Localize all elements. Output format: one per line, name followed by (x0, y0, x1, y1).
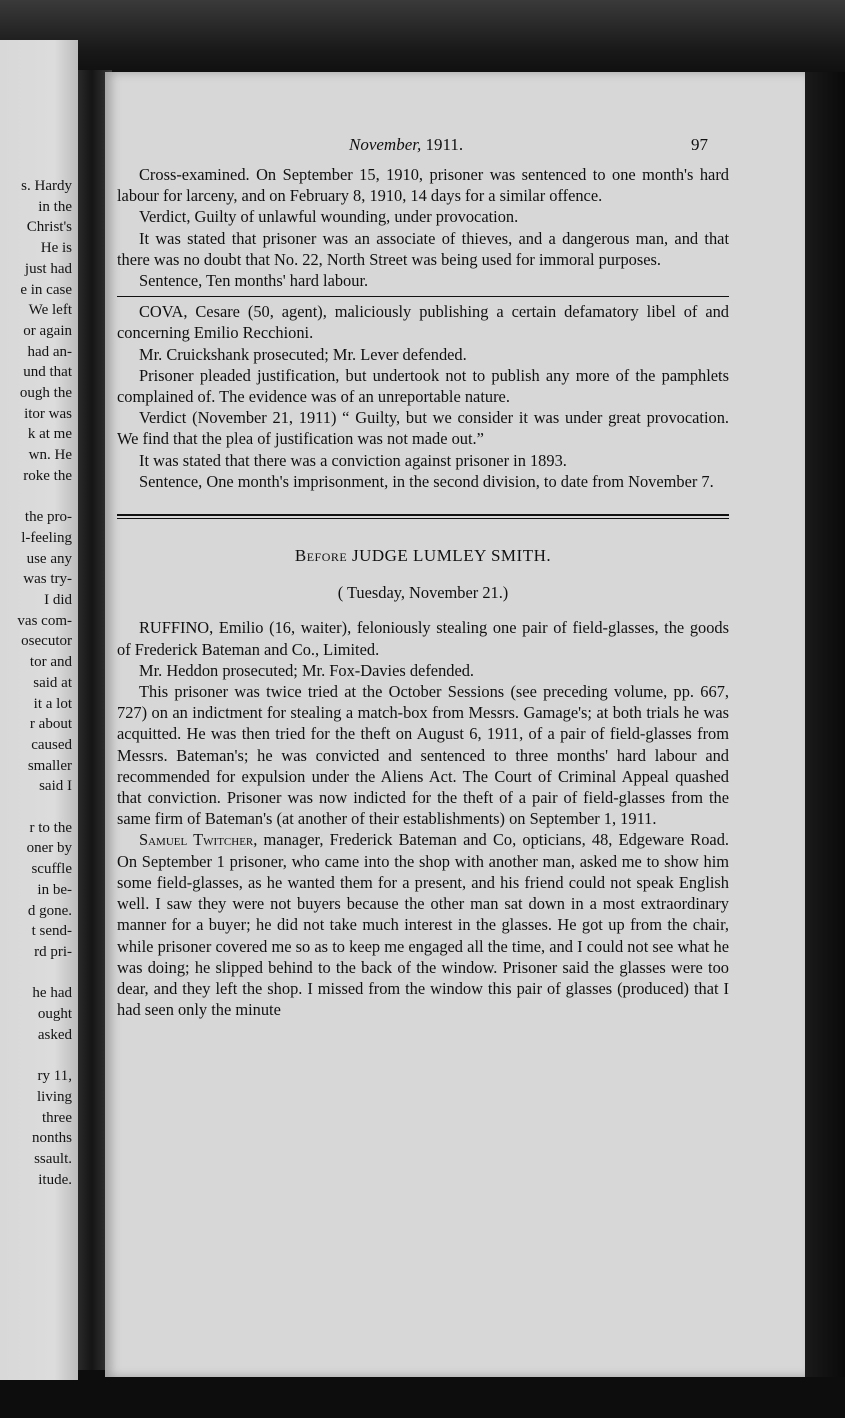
facing-page-line: ought (37, 1006, 72, 1022)
facing-page-line: he had (32, 985, 72, 1002)
facing-page-line: wn. He (28, 447, 72, 464)
facing-page-line: scuffle (31, 861, 72, 878)
scan-edge (805, 72, 845, 1377)
paragraph: Sentence, Ten months' hard labour. (139, 271, 369, 291)
session-date: ( Tuesday, November 21.) (337, 583, 509, 603)
facing-page-line: vas com- (17, 612, 72, 629)
facing-page-line: living (36, 1088, 72, 1105)
facing-page-line: said at (33, 674, 72, 691)
paragraph: Verdict (November 21, 1911) “ Guilty, but we consider it was under great provocation. We find that the plea of justification was not made out.” (117, 408, 729, 449)
facing-page-line: it a lot (33, 695, 72, 712)
facing-page-line: ssault. (34, 1150, 72, 1167)
case-section-2 (117, 301, 729, 492)
witness-testimony: Samuel Twitcher, manager, Frederick Bateman and Co, opticians, 48, Edgeware Road. On September 1 prisoner, who came into the shop with another man, asked me to show him some field-glasses, as he wanted them for a present, and his friend could not speak English well. I saw they were not buyers because the other man sat down in a most extraordinary manner for a buyer; he did not take much interest in the glasses. He got up from the chair, while prisoner covered me so as to keep me engaged all the time, and I could not see what he was doing; he slipped behind to the back of the window. Prisoner said the glasses were too dear, and they left the shop. I missed from the window this pair of glasses (produced) that I had seen only the minute (117, 830, 729, 1020)
facing-page-line: or again (23, 322, 72, 339)
facing-page-line: k at me (27, 426, 72, 443)
facing-page (0, 40, 78, 1380)
facing-page-line: smaller (27, 757, 72, 774)
paragraph: COVA, Cesare (50, agent), maliciously publishing a certain defamatory libel of and concerning Emilio Recchioni. (117, 302, 729, 343)
section-divider (117, 514, 729, 519)
facing-page-line: said I (39, 778, 72, 795)
paragraph: Cross-examined. On September 15, 1910, prisoner was sentenced to one month's hard labour for larceny, and on February 8, 1910, 14 days for a similar offence. (117, 165, 729, 206)
facing-page-line: oner by (26, 840, 72, 857)
facing-page-line: rd pri- (34, 943, 72, 960)
facing-page-line: tor and (29, 654, 72, 671)
facing-page-line: asked (37, 1026, 72, 1043)
facing-page-line: d gone. (27, 902, 72, 919)
witness-name: Samuel Twitcher, (139, 830, 258, 850)
paragraph: Mr. Heddon prosecuted; Mr. Fox-Davies defended. (139, 660, 475, 680)
page-number: 97 (691, 135, 708, 154)
paragraph: Verdict, Guilty of unlawful wounding, under provocation. (139, 207, 519, 227)
facing-page-line: three (42, 1109, 72, 1126)
facing-page-line: use any (26, 550, 72, 567)
paragraph: Prisoner pleaded justification, but undertook not to publish any more of the pamphlets complained of. The evidence was of an unreportable nature. (117, 365, 729, 407)
facing-page-line: I did (44, 592, 72, 608)
facing-page-line: itude. (38, 1171, 72, 1188)
paragraph: RUFFINO, Emilio (16, waiter), feloniously stealing one pair of field-glasses, the goods of Frederick Bateman and Co., Limited. (117, 618, 729, 659)
facing-page-line: Christ's (26, 219, 72, 236)
case-divider (117, 296, 729, 297)
facing-page-line: itor was (24, 405, 72, 422)
paragraph: It was stated that there was a conviction against prisoner in 1893. (139, 450, 567, 470)
document-page (105, 72, 805, 1377)
case-section-3 (117, 617, 729, 1020)
facing-page-line: in be- (37, 881, 72, 898)
facing-page-line: e in case (20, 281, 72, 298)
facing-page-line: caused (31, 736, 72, 753)
page-content (117, 134, 729, 1020)
facing-page-line: We left (28, 302, 72, 319)
judge-heading: Before JUDGE LUMLEY SMITH. (294, 546, 552, 566)
facing-page-line: just had (24, 260, 72, 277)
paragraph: It was stated that prisoner was an associate of thieves, and a dangerous man, and that there was no doubt that No. 22, North Street was being used for immoral purposes. (117, 228, 729, 269)
facing-page-line: r about (29, 716, 72, 733)
facing-page-line: roke the (23, 467, 72, 484)
facing-page-line: in the (38, 198, 72, 215)
facing-page-line: t send- (31, 923, 72, 940)
facing-page-line: osecutor (21, 633, 72, 650)
running-head: November, 1911. (349, 135, 464, 154)
facing-page-line: had an- (27, 343, 72, 360)
facing-page-line: ry 11, (37, 1068, 72, 1085)
facing-page-line: He is (40, 240, 72, 257)
paragraph: Mr. Cruickshank prosecuted; Mr. Lever defended. (139, 344, 467, 364)
facing-page-line: the pro- (24, 509, 72, 526)
facing-page-line: s. Hardy (21, 178, 72, 194)
facing-page-line: und that (23, 364, 72, 381)
scan-background (0, 0, 845, 80)
facing-page-line: was try- (23, 571, 72, 588)
paragraph: Sentence, One month's imprisonment, in the second division, to date from November 7. (139, 471, 714, 491)
facing-page-line: ough the (19, 385, 72, 401)
page-header (117, 134, 729, 160)
facing-page-line: nonths (31, 1130, 72, 1147)
facing-page-line: r to the (29, 819, 72, 836)
facing-page-line: l-feeling (21, 529, 72, 546)
paragraph: This prisoner was twice tried at the October Sessions (see preceding volume, pp. 667, 727) on an indictment for stealing a match-box from Messrs. Gamage's; at both trials he was acquitted. He was then tried for the theft on August 6, 1911, of a pair of field-glasses from Messrs. Bateman's; he was convicted and sentenced to three months' hard labour and recommended for expulsion under the Aliens Act. The Court of Criminal Appeal quashed that conviction. Prisoner was now indicted for the theft of a pair of field-glasses from the same firm of Bateman's (at another of their establishments) on September 1, 1911. (117, 682, 729, 829)
case-section-1 (117, 164, 729, 291)
